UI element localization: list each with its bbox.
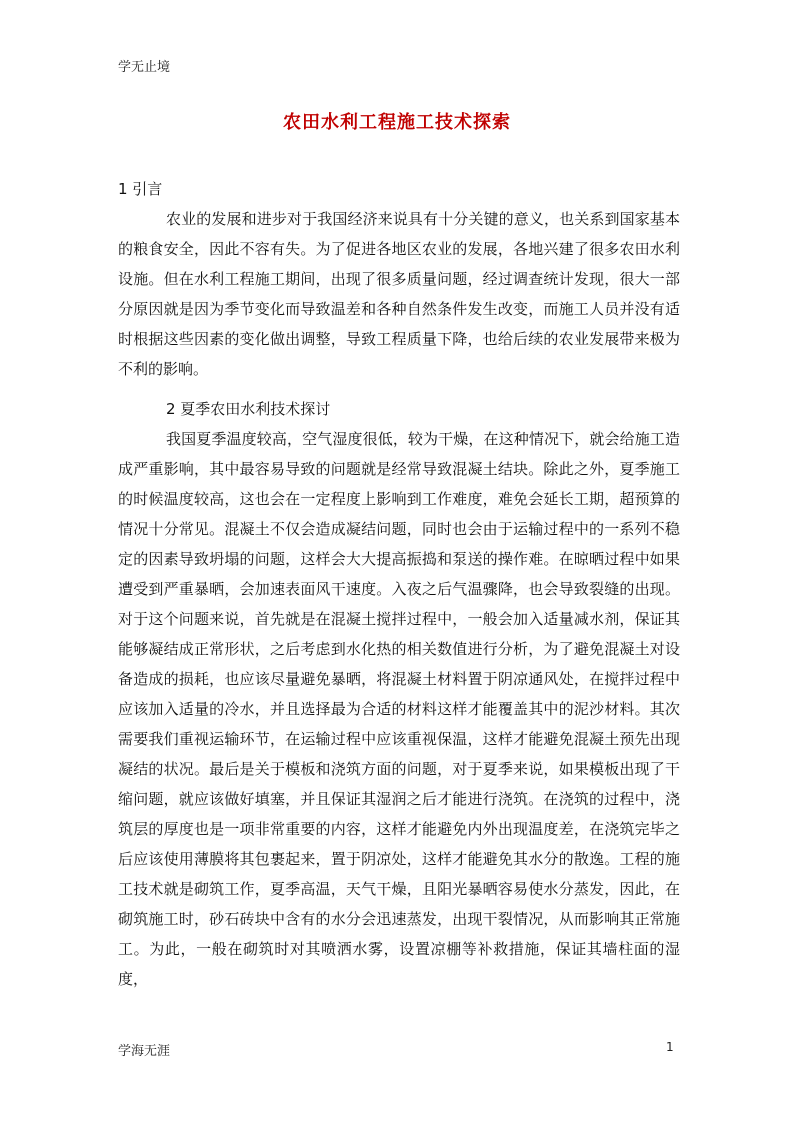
paragraph-summer: 我国夏季温度较高，空气湿度很低，较为干燥，在这种情况下，就会给施工造成严重影响，其中最容易导致的问题就是经常导致混凝土结块。除此之外，夏季施工的时候温度较高，这也会在一定程度上影响到工作难度，难免会延长工期，超预算的情况十分常见。混凝土不仅会造成凝结问题，同时也会由于运输过程中的一系列不稳定的因素导致坍塌的问题，这样会大大提高振捣和泵送的操作难。在晾晒过程中如果遭受到严重暴晒，会加速表面风干速度。入夜之后气温骤降，也会导致裂缝的出现。对于这个问题来说，首先就是在混凝土搅拌过程中，一般会加入适量减水剂，保证其能够凝结成正常形状，之后考虑到水化热的相关数值进行分析，为了避免混凝土对设备造成的损耗，也应该尽量避免暴晒，将混凝土材料置于阴凉通风处，在搅拌过程中应该加入适量的冷水，并且选择最为合适的材料这样才能覆盖其中的泥沙材料。其次需要我们重视运输环节，在运输过程中应该重视保温，这样才能避免混凝土预先出现凝结的状况。最后是关于模板和浇筑方面的问题，对于夏季来说，如果模板出现了干缩问题，就应该做好填塞，并且保证其湿润之后才能进行浇筑。在浇筑的过程中，浇筑层的厚度也是一项非常重要的内容，这样才能避免内外出现温度差，在浇筑完毕之后应该使用薄膜将其包裹起来，置于阴凉处，这样才能避免其水分的散逸。工程的施工技术就是砌筑工作，夏季高温，天气干燥，且阳光暴晒容易使水分蒸发，因此，在砌筑施工时，砂石砖块中含有的水分会迅速蒸发，出现干裂情况，从而影响其正常施工。为此，一般在砌筑时对其喷洒水雾，设置凉棚等补救措施，保证其墙柱面的湿度， bbox=[118, 430, 680, 988]
page-header: 学无止境 bbox=[118, 60, 171, 75]
paragraph-intro: 农业的发展和进步对于我国经济来说具有十分关键的意义，也关系到国家基本的粮食安全，因此不容有失。为了促进各地区农业的发展，各地兴建了很多农田水利设施。但在水利工程施工期间，出现了很多质量问题，经过调查统计发现，很大一部分原因就是因为季节变化而导致温差和各种自然条件发生改变，而施工人员并没有适时根据这些因素的变化做出调整，导致工程质量下降，也给后续的农业发展带来极为不利的影响。 bbox=[118, 210, 680, 378]
section-body-intro bbox=[118, 204, 680, 384]
page-footer: 学海无涯 bbox=[118, 1044, 171, 1059]
section-heading-summer: 2 夏季农田水利技术探讨 bbox=[166, 400, 331, 418]
document-title: 农田水利工程施工技术探索 bbox=[283, 112, 511, 133]
section-heading-intro: 1 引言 bbox=[118, 180, 163, 198]
section-body-summer bbox=[118, 424, 680, 994]
page-number: 1 bbox=[666, 1040, 674, 1054]
